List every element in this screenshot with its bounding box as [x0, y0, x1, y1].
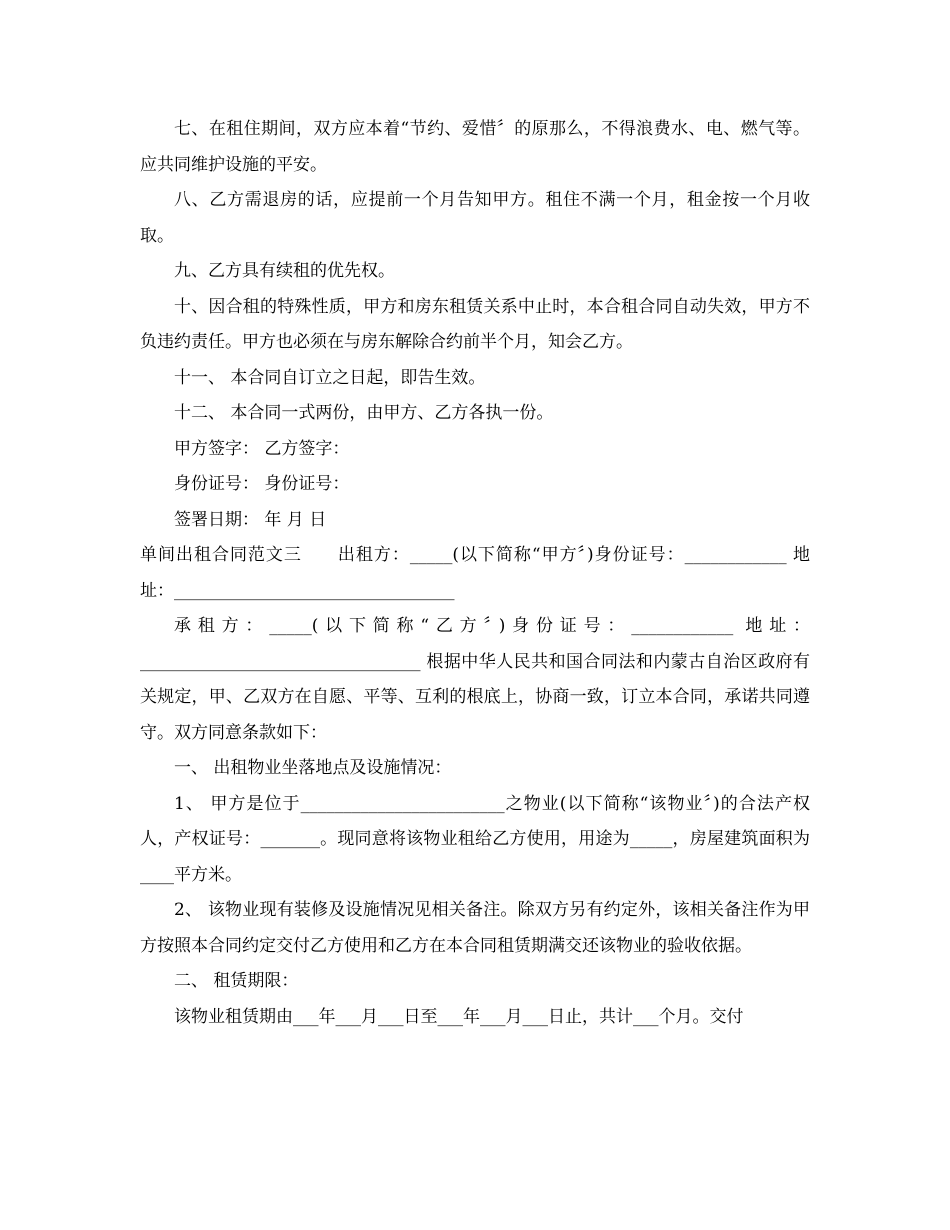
lessee-and-preamble: 承租方：_____(以下简称“乙方〞)身份证号：____________ 地址：_________________________________ 根据中华人民共和国合同法和内蒙古自治区政府有关规定，甲、乙双方在自愿、平等、互利的根底上，协商一致，订立本合同，承诺共同遵守。双方同意条款如下： [140, 616, 810, 743]
signing-date-line: 签署日期： 年 月 日 [174, 509, 327, 530]
lease-term-line: 该物业租赁期由___年___月___日至___年___月___日止，共计___个月。交付 [174, 1006, 744, 1027]
clause-9: 九、乙方具有续租的优先权。 [174, 261, 395, 281]
clause-8: 八、乙方需退房的话，应提前一个月告知甲方。租住不满一个月，租金按一个月收取。 [140, 190, 810, 246]
section-1-item-2: 2、 该物业现有装修及设施情况见相关备注。除双方另有约定外，该相关备注作为甲方按照本合同约定交付乙方使用和乙方在本合同租赁期满交还该物业的验收依据。 [140, 900, 810, 956]
section-1-item-1: 1、 甲方是位于________________________之物业(以下简称“该物业〞)的合法产权人，产权证号：_______。现同意将该物业租给乙方使用，用途为_____，房屋建筑面积为____平方米。 [140, 793, 810, 885]
clause-12: 十二、 本合同一式两份，由甲方、乙方各执一份。 [174, 403, 554, 423]
contract-three-lessor: 单间出租合同范文三 出租方：_____(以下简称“甲方〞)身份证号：____________ 地址：_________________________________ [140, 545, 810, 601]
section-1-heading: 一、 出租物业坐落地点及设施情况： [174, 758, 452, 778]
signature-line: 甲方签字： 乙方签字： [174, 438, 350, 459]
clause-10: 十、因合租的特殊性质，甲方和房东租赁关系中止时，本合租合同自动失效，甲方不负违约责任。甲方也必须在与房东解除合约前半个月，知会乙方。 [140, 296, 810, 352]
id-number-line: 身份证号： 身份证号： [174, 474, 350, 494]
document-body [140, 112, 810, 1035]
section-2-heading: 二、 租赁期限： [174, 971, 299, 991]
clause-11: 十一、 本合同自订立之日起，即告生效。 [174, 367, 486, 388]
clause-7: 七、在租住期间，双方应本着“节约、爱惜〞的原那么，不得浪费水、电、燃气等。应共同维护设施的平安。 [140, 119, 810, 175]
